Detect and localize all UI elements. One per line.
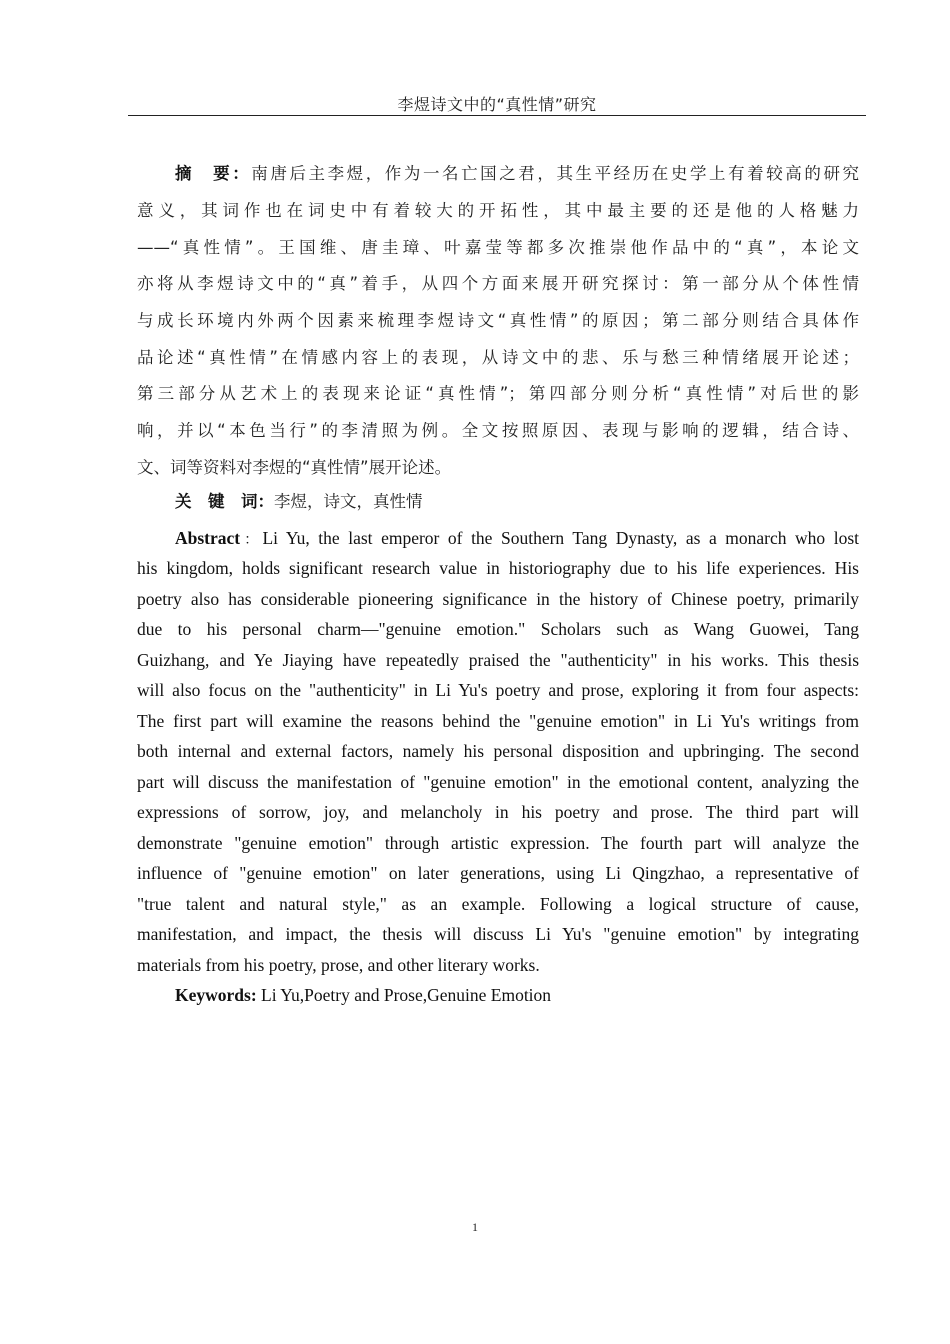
abstract-en-line: part will discuss the manifestation of "genuine emotion" in the emotional content, analyzing the xyxy=(137,772,859,792)
keywords-zh xyxy=(175,490,859,514)
abstract-en-line: expressions of sorrow, joy, and melancholy in his poetry and prose. The third part will xyxy=(137,802,859,822)
abstract-en-line: poetry also has considerable pioneering significance in the history of Chinese poetry, primarily xyxy=(137,589,859,609)
abstract-zh-line: 与成长环境内外两个因素来梳理李煜诗文“真性情”的原因；第二部分则结合具体作 xyxy=(137,311,859,330)
abstract-en-line: will also focus on the "authenticity" in Li Yu's poetry and prose, exploring it from four aspects: xyxy=(137,680,859,700)
keywords-en-value: Li Yu,Poetry and Prose,Genuine Emotion xyxy=(261,985,552,1005)
abstract-en-label: Abstract xyxy=(175,528,241,548)
abstract-zh-line: 响，并以“本色当行”的李清照为例。全文按照原因、表现与影响的逻辑，结合诗、 xyxy=(137,421,859,440)
abstract-en-line: Abstract：Li Yu, the last emperor of the Southern Tang Dynasty, as a monarch who lost xyxy=(175,528,860,548)
abstract-zh-line: 亦将从李煜诗文中的“真”着手，从四个方面来展开研究探讨：第一部分从个体性情 xyxy=(137,274,859,293)
abstract-en-line: due to his personal charm—"genuine emotion." Scholars such as Wang Guowei, Tang xyxy=(137,619,859,639)
page-number: 1 xyxy=(472,1220,478,1234)
header-rule xyxy=(128,115,866,116)
keywords-en-label: Keywords: xyxy=(175,985,257,1005)
abstract-en-line: "true talent and natural style," as an example. Following a logical structure of cause, xyxy=(137,894,859,914)
abstract-en-line: materials from his poetry, prose, and other literary works. xyxy=(137,955,540,975)
abstract-en-line: manifestation, and impact, the thesis will discuss Li Yu's "genuine emotion" by integrating xyxy=(137,924,859,944)
abstract-en-line: both internal and external factors, namely his personal disposition and upbringing. The second xyxy=(137,741,859,761)
abstract-en-line: influence of "genuine emotion" on later generations, using Li Qingzhao, a representative of xyxy=(137,863,859,883)
abstract-zh-line: 摘 要：南唐后主李煜，作为一名亡国之君，其生平经历在史学上有着较高的研究 xyxy=(175,164,860,183)
abstract-en-separator: ： xyxy=(240,532,263,548)
keywords-zh-value: 李煜，诗文，真性情 xyxy=(274,492,423,511)
abstract-en-line: his kingdom, holds significant research value in historiography due to his life experiences. His xyxy=(137,558,859,578)
abstract-en-line: Guizhang, and Ye Jiaying have repeatedly praised the "authenticity" in his works. This thesis xyxy=(137,650,859,670)
abstract-zh-line: 意义，其词作也在词史中有着较大的开拓性，其中最主要的还是他的人格魅力 xyxy=(137,201,859,220)
abstract-zh-line: ——“真性情”。王国维、唐圭璋、叶嘉莹等都多次推崇他作品中的“真”，本论文 xyxy=(137,238,859,257)
keywords-zh-label: 关 键 词： xyxy=(175,492,274,511)
abstract-zh-line: 文、词等资料对李煜的“真性情”展开论述。 xyxy=(137,458,452,477)
abstract-zh-line: 品论述“真性情”在情感内容上的表现，从诗文中的悲、乐与愁三种情绪展开论述； xyxy=(137,348,859,367)
abstract-en-line: The first part will examine the reasons behind the "genuine emotion" in Li Yu's writings from xyxy=(137,711,859,731)
abstract-en-line: demonstrate "genuine emotion" through artistic expression. The fourth part will analyze the xyxy=(137,833,859,853)
abstract-zh-line: 第三部分从艺术上的表现来论证“真性情”；第四部分则分析“真性情”对后世的影 xyxy=(137,384,859,403)
abstract-zh-label: 摘 要： xyxy=(175,164,252,183)
keywords-en xyxy=(175,983,859,1007)
running-header-title: 李煜诗文中的“真性情”研究 xyxy=(397,95,597,114)
